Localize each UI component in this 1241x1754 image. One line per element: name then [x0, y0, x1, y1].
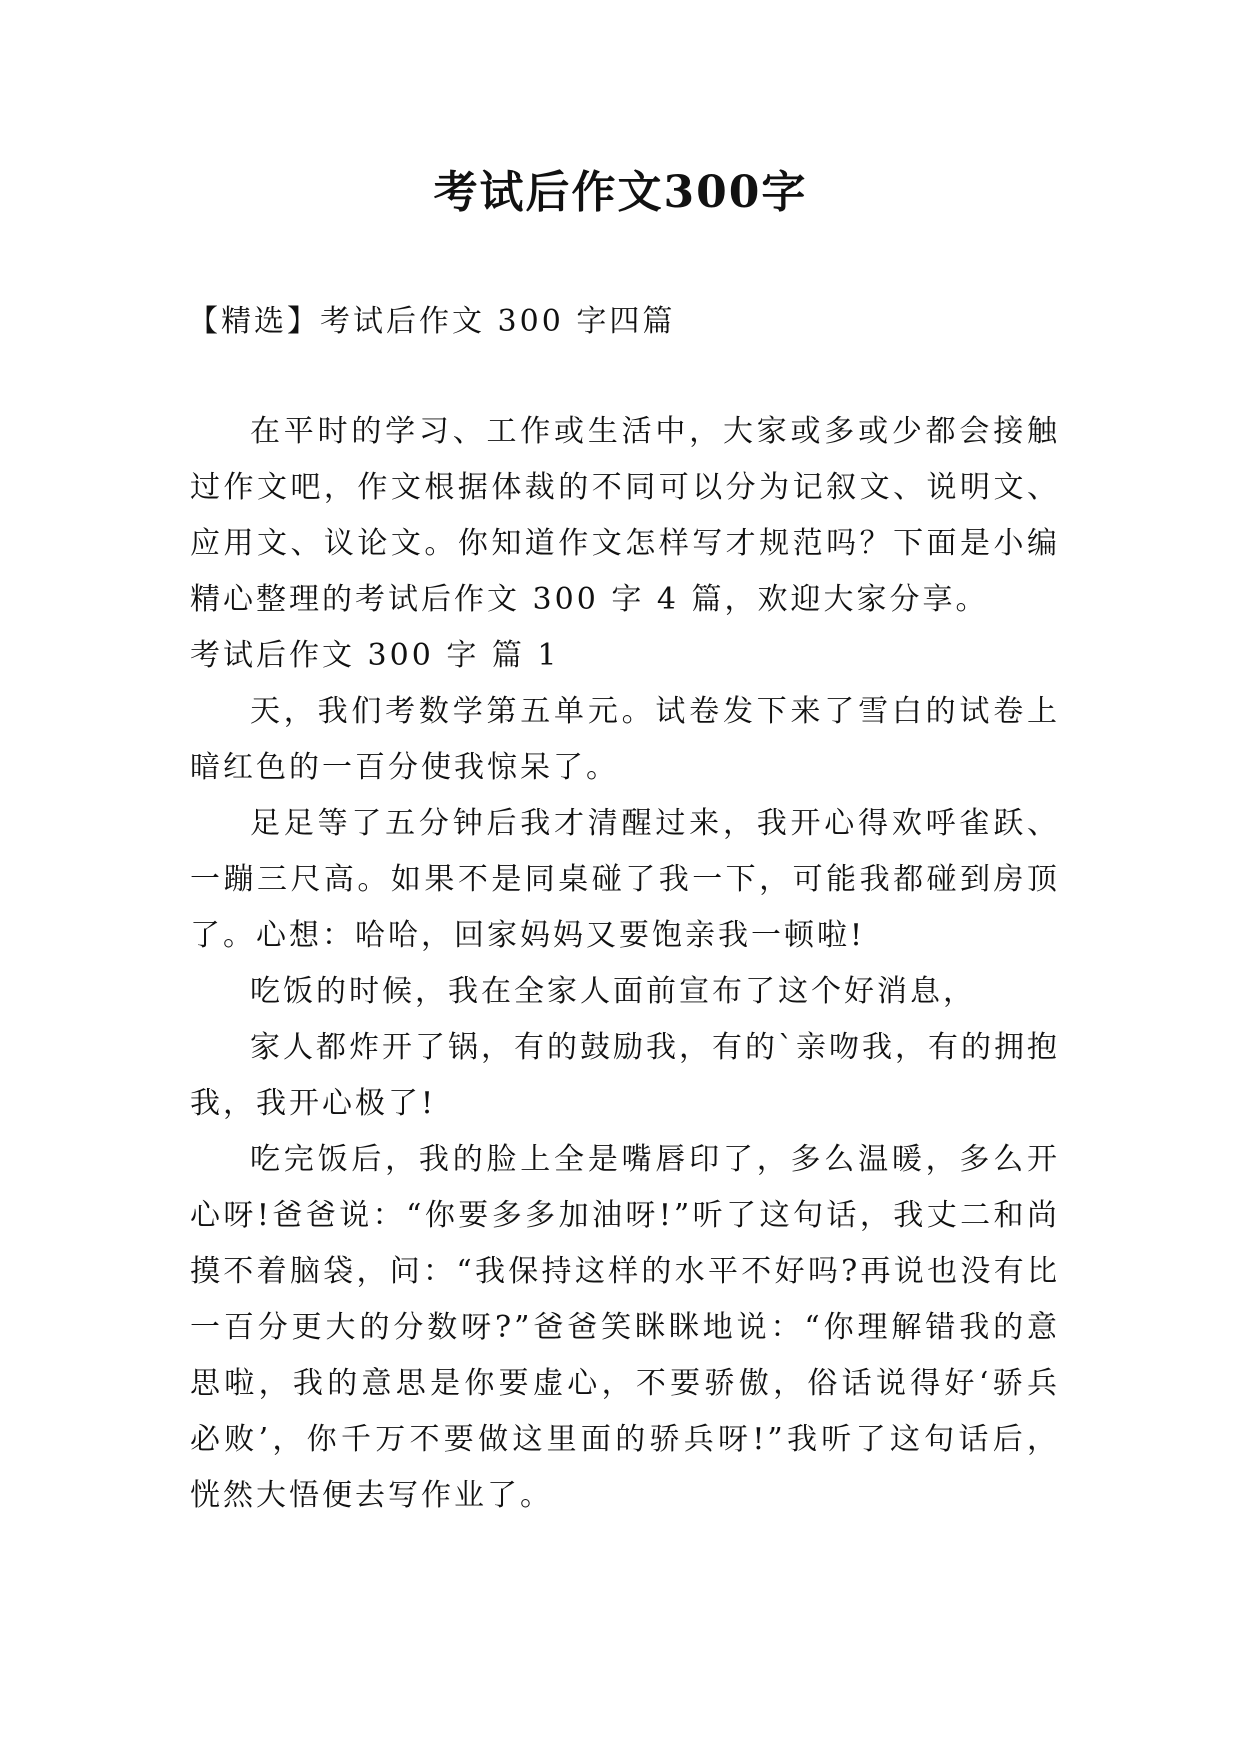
essay-heading: 考试后作文 300 字 篇 1 — [190, 638, 560, 673]
document-title: 考试后作文300字 — [433, 167, 808, 218]
document-subtitle: 【精选】考试后作文 300 字四篇 — [188, 304, 676, 339]
essay-paragraph: 家人都炸开了锅，有的鼓励我，有的`亲吻我，有的拥抱我，我开心极了! — [190, 1030, 1060, 1121]
essay-paragraph: 吃完饭后，我的脸上全是嘴唇印了，多么温暖，多么开心呀!爸爸说：“你要多多加油呀!”听了这句话，我丈二和尚摸不着脑袋，问：“我保持这样的水平不好吗?再说也没有比一百分更大的分数呀?”爸爸笑眯眯地说：“你理解错我的意思啦，我的意思是你要虚心，不要骄傲，俗话说得好‘骄兵必败’，你千万不要做这里面的骄兵呀!”我听了这句话后，恍然大悟便去写作业了。 — [190, 1142, 1060, 1513]
essay-paragraph: 天，我们考数学第五单元。试卷发下来了雪白的试卷上暗红色的一百分使我惊呆了。 — [190, 694, 1060, 785]
essay-paragraph: 足足等了五分钟后我才清醒过来，我开心得欢呼雀跃、一蹦三尺高。如果不是同桌碰了我一下，可能我都碰到房顶了。心想：哈哈，回家妈妈又要饱亲我一顿啦! — [190, 806, 1060, 953]
intro-paragraph: 在平时的学习、工作或生活中，大家或多或少都会接触过作文吧，作文根据体裁的不同可以分为记叙文、说明文、应用文、议论文。你知道作文怎样写才规范吗？下面是小编精心整理的考试后作文 300 字 4 篇，欢迎大家分享。 — [190, 414, 1060, 617]
essay-paragraph: 吃饭的时候，我在全家人面前宣布了这个好消息， — [250, 974, 976, 1009]
document-body — [190, 404, 1060, 1524]
